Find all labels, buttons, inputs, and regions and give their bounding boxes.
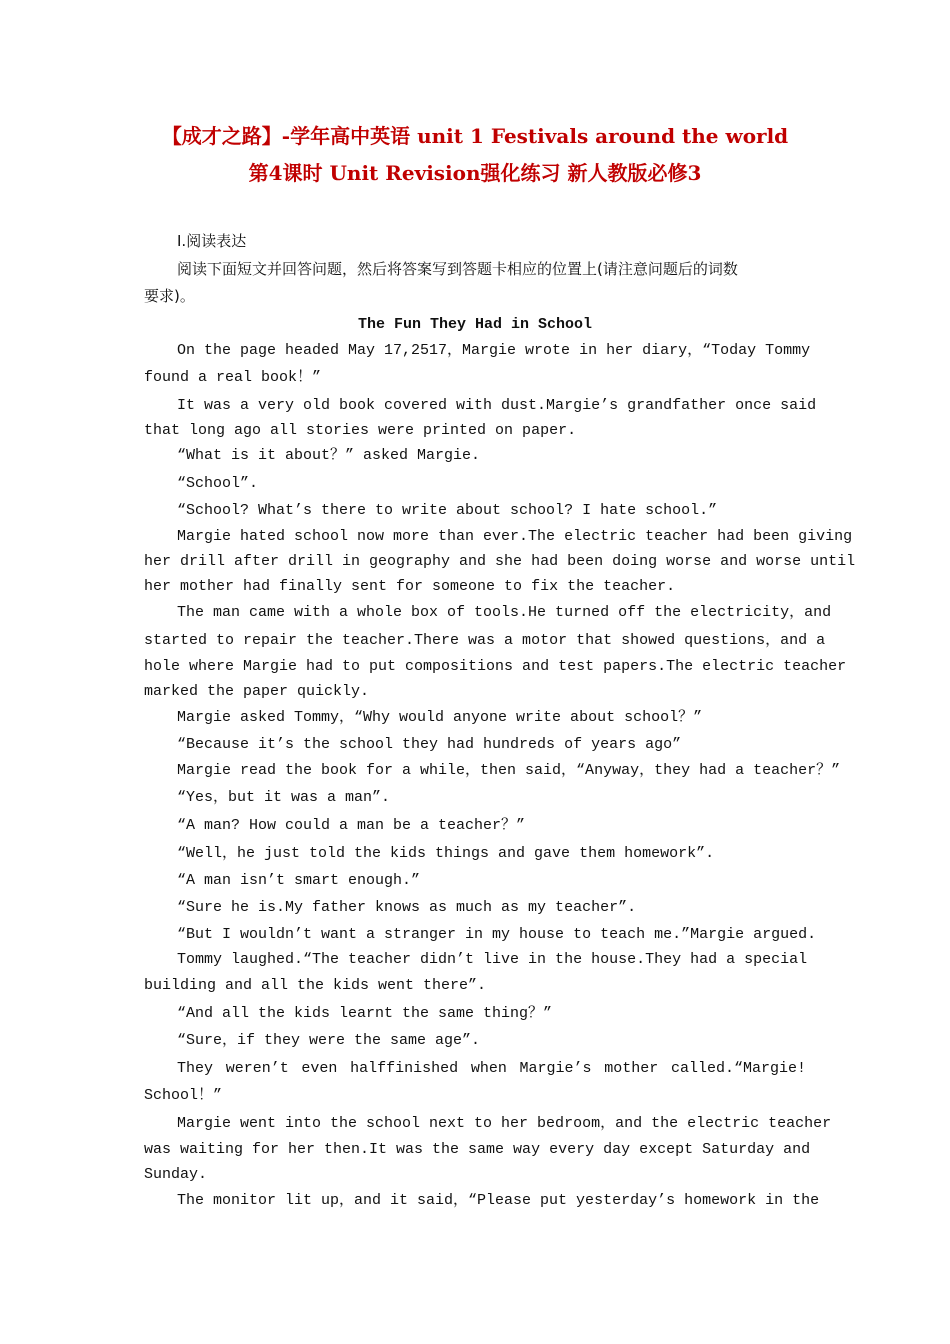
passage-line: The monitor lit up，and it said，“Please put yesterday’s homework in the [177, 1192, 820, 1209]
passage-line: It was a very old book covered with dust.Margie’s grandfather once said [177, 397, 817, 414]
passage-line: “Because it’s the school they had hundreds of years ago” [177, 736, 682, 753]
passage-line: Tommy laughed.“The teacher didn’t live in the house.They had a special [177, 951, 808, 968]
passage-line: “What is it about？” asked Margie. [177, 447, 481, 464]
passage-line: “But I wouldn’t want a stranger in my house to teach me.”Margie argued. [177, 926, 817, 943]
instruction-line-2: 要求)。 [144, 287, 195, 305]
passage-line: found a real book！” [144, 369, 322, 386]
passage-line: “School? What’s there to write about school? I hate school.” [177, 502, 718, 519]
passage-line: They weren’t even halffinished when Margie’s mother called.“Margie! [177, 1060, 806, 1077]
passage-title: The Fun They Had in School [357, 316, 593, 333]
section-heading: Ⅰ.阅读表达 [177, 232, 247, 250]
passage-line: “Sure he is.My father knows as much as my teacher”. [177, 899, 637, 916]
passage-line: that long ago all stories were printed on paper. [144, 422, 577, 439]
passage-line: “A man isn’t smart enough.” [177, 872, 421, 889]
document-title-line-1: 【成才之路】-学年高中英语 unit 1 Festivals around the world [161, 124, 789, 148]
passage-line: hole where Margie had to put compositions and test papers.The electric teacher [144, 658, 847, 675]
passage-line: Margie went into the school next to her bedroom，and the electric teacher [177, 1115, 832, 1132]
passage-line: started to repair the teacher.There was a motor that showed questions，and a [144, 632, 826, 649]
passage-line: building and all the kids went there”. [144, 977, 487, 994]
passage-line: Margie read the book for a while，then said，“Anyway，they had a teacher？” [177, 762, 841, 779]
passage-line: “And all the kids learnt the same thing？” [177, 1005, 553, 1022]
passage-line: “A man? How could a man be a teacher？” [177, 817, 526, 834]
passage-line: Sunday. [144, 1166, 208, 1183]
passage-line: “Well，he just told the kids things and gave them homework”. [177, 845, 715, 862]
passage-line: her mother had finally sent for someone to fix the teacher. [144, 578, 676, 595]
passage-line: her drill after drill in geography and she had been doing worse and worse until [144, 553, 856, 570]
passage-line: “School”. [177, 475, 259, 492]
passage-line: “Sure，if they were the same age”. [177, 1032, 481, 1049]
passage-line: “Yes，but it was a man”. [177, 789, 391, 806]
passage-line: On the page headed May 17,2517，Margie wrote in her diary，“Today Tommy [177, 342, 811, 359]
instruction-line-1: 阅读下面短文并回答问题，然后将答案写到答题卡相应的位置上(请注意问题后的词数 [177, 260, 738, 278]
passage-line: Margie hated school now more than ever.The electric teacher had been giving [177, 528, 853, 545]
passage-line: was waiting for her then.It was the same way every day except Saturday and [144, 1141, 811, 1158]
passage-line: marked the paper quickly. [144, 683, 370, 700]
passage-line: School！” [144, 1087, 223, 1104]
passage-line: Margie asked Tommy，“Why would anyone write about school？” [177, 709, 703, 726]
document-title-line-2: 第4课时 Unit Revision强化练习 新人教版必修3 [248, 161, 702, 185]
passage-line: The man came with a whole box of tools.He turned off the electricity，and [177, 604, 832, 621]
